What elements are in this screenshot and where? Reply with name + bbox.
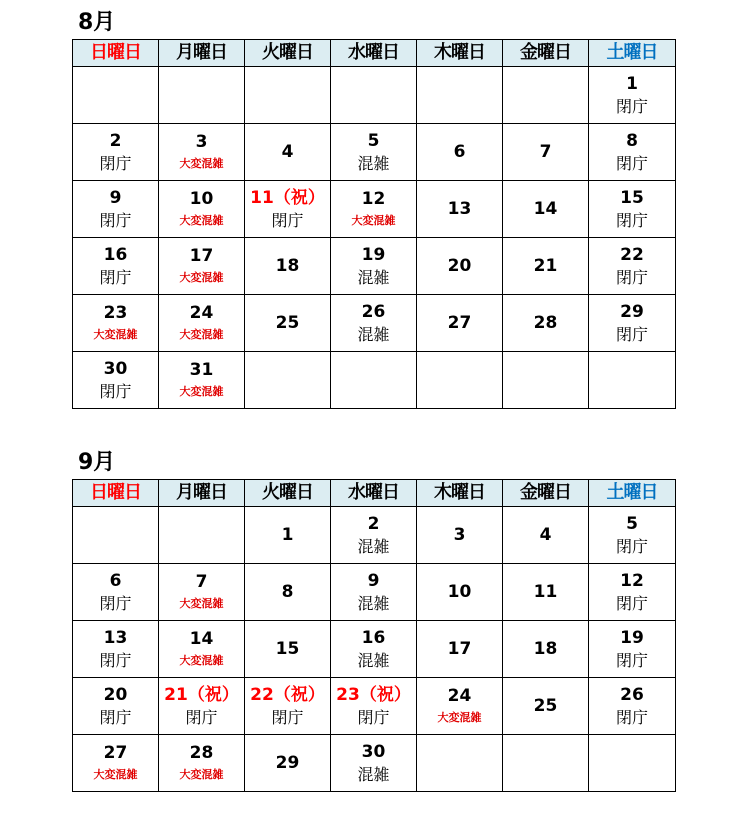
day-cell — [589, 181, 676, 238]
closed-label: 閉庁 — [99, 651, 132, 670]
calendar-table — [72, 479, 676, 792]
day-cell — [503, 238, 589, 295]
day-number: 24 — [447, 686, 472, 706]
busy-label: 混雑 — [357, 154, 390, 173]
day-cell — [245, 564, 331, 621]
day-cell — [503, 621, 589, 678]
day-number: 18 — [533, 639, 558, 659]
day-cell — [589, 295, 676, 352]
empty-day-cell — [73, 67, 159, 124]
empty-day-cell — [589, 352, 676, 409]
day-cell — [73, 507, 159, 564]
closed-label: 閉庁 — [271, 708, 304, 727]
busy-label: 混雑 — [357, 594, 390, 613]
day-cell — [245, 621, 331, 678]
day-cell — [503, 678, 589, 735]
closed-label: 閉庁 — [615, 537, 648, 556]
weekday-header-wednesday: 水曜日 — [331, 480, 417, 507]
day-cell — [331, 181, 417, 238]
day-cell — [331, 678, 417, 735]
day-cell — [245, 238, 331, 295]
weekday-header-friday: 金曜日 — [503, 40, 589, 67]
closed-label: 閉庁 — [615, 211, 648, 230]
day-cell — [73, 735, 159, 792]
day-cell — [159, 181, 245, 238]
day-number: 28 — [533, 313, 558, 333]
closed-label: 閉庁 — [615, 268, 648, 287]
empty-day-cell — [589, 735, 676, 792]
day-cell — [331, 238, 417, 295]
closed-label: 閉庁 — [615, 154, 648, 173]
day-number: 8 — [626, 131, 638, 151]
day-number: 8 — [281, 582, 294, 602]
day-number: 22（祝） — [250, 685, 325, 705]
empty-day-cell — [245, 352, 331, 409]
day-number: 5 — [367, 131, 380, 151]
day-number: 27 — [447, 313, 472, 333]
day-number: 17 — [447, 639, 472, 659]
week-row — [73, 352, 676, 409]
empty-day-cell — [417, 67, 503, 124]
day-number: 3 — [453, 525, 466, 545]
busy-label: 混雑 — [357, 325, 390, 344]
weekday-header-friday: 金曜日 — [503, 480, 589, 507]
weekday-header-wednesday: 水曜日 — [331, 40, 417, 67]
day-cell — [503, 124, 589, 181]
day-number: 3 — [195, 132, 208, 152]
weekday-header-thursday: 木曜日 — [417, 480, 503, 507]
weekday-header-thursday: 木曜日 — [417, 40, 503, 67]
busy-label: 混雑 — [357, 537, 390, 556]
closed-label: 閉庁 — [357, 708, 390, 727]
day-number: 21 — [533, 256, 558, 276]
day-number: 14 — [533, 199, 558, 219]
day-cell — [503, 507, 589, 564]
day-cell — [245, 678, 331, 735]
week-row — [73, 124, 676, 181]
day-cell — [73, 678, 159, 735]
day-number: 15 — [620, 188, 644, 208]
day-cell — [417, 124, 503, 181]
day-number: 16 — [361, 628, 386, 648]
day-cell — [159, 564, 245, 621]
day-number: 6 — [453, 142, 466, 162]
day-number: 6 — [109, 571, 122, 591]
empty-day-cell — [331, 67, 417, 124]
day-number: 24 — [189, 303, 214, 323]
day-number: 16 — [103, 245, 128, 265]
week-row — [73, 507, 676, 564]
day-number: 19 — [620, 628, 644, 648]
empty-day-cell — [159, 507, 245, 564]
day-cell — [417, 295, 503, 352]
closed-label: 閉庁 — [185, 708, 218, 727]
day-cell — [245, 181, 331, 238]
day-cell — [73, 295, 159, 352]
day-number: 10 — [189, 189, 214, 209]
day-cell — [331, 564, 417, 621]
day-cell — [417, 564, 503, 621]
day-cell — [417, 181, 503, 238]
very-busy-label: 大変混雑 — [351, 214, 396, 227]
day-cell — [331, 621, 417, 678]
weekday-header-sunday: 日曜日 — [73, 480, 159, 507]
day-number: 11 — [533, 582, 558, 602]
day-number: 31 — [189, 360, 214, 380]
day-cell — [73, 181, 159, 238]
day-cell — [417, 238, 503, 295]
empty-day-cell — [159, 67, 245, 124]
day-number: 23 — [103, 303, 128, 323]
week-row — [73, 678, 676, 735]
week-row — [73, 238, 676, 295]
month-title: 8月 — [78, 10, 116, 35]
closed-label: 閉庁 — [99, 154, 132, 173]
weekday-header-saturday: 土曜日 — [589, 480, 676, 507]
day-number: 14 — [189, 629, 214, 649]
day-cell — [245, 507, 331, 564]
day-cell — [589, 621, 676, 678]
day-cell — [417, 507, 503, 564]
day-cell — [589, 67, 676, 124]
calendar-august — [72, 10, 675, 410]
day-number: 26 — [620, 685, 644, 705]
very-busy-label: 大変混雑 — [179, 157, 224, 170]
day-cell — [503, 181, 589, 238]
day-number: 5 — [626, 514, 638, 534]
weekday-header-row — [73, 480, 676, 507]
very-busy-label: 大変混雑 — [179, 654, 224, 667]
day-number: 7 — [539, 142, 552, 162]
day-cell — [331, 124, 417, 181]
day-cell — [159, 352, 245, 409]
very-busy-label: 大変混雑 — [179, 328, 224, 341]
month-title: 9月 — [78, 450, 116, 475]
week-row — [73, 295, 676, 352]
day-number: 20 — [447, 256, 472, 276]
very-busy-label: 大変混雑 — [179, 768, 224, 781]
day-cell — [73, 352, 159, 409]
day-number: 18 — [275, 256, 300, 276]
day-cell — [245, 735, 331, 792]
day-cell — [159, 735, 245, 792]
day-number: 29 — [620, 302, 644, 322]
day-cell — [589, 507, 676, 564]
day-number: 25 — [275, 313, 300, 333]
day-cell — [73, 238, 159, 295]
day-number: 11（祝） — [250, 188, 325, 208]
week-row — [73, 735, 676, 792]
week-row — [73, 621, 676, 678]
very-busy-label: 大変混雑 — [179, 385, 224, 398]
day-cell — [589, 564, 676, 621]
day-cell — [73, 564, 159, 621]
busy-label: 混雑 — [357, 765, 390, 784]
day-cell — [159, 295, 245, 352]
day-number: 30 — [361, 742, 386, 762]
empty-day-cell — [417, 352, 503, 409]
day-number: 9 — [109, 188, 122, 208]
day-number: 13 — [447, 199, 472, 219]
calendar-table — [72, 39, 676, 409]
day-cell — [589, 124, 676, 181]
day-number: 27 — [103, 743, 128, 763]
day-cell — [159, 238, 245, 295]
closed-label: 閉庁 — [99, 594, 132, 613]
day-number: 15 — [275, 639, 300, 659]
closed-label: 閉庁 — [99, 211, 132, 230]
day-number: 23（祝） — [336, 685, 411, 705]
day-cell — [503, 564, 589, 621]
day-cell — [245, 124, 331, 181]
day-number: 13 — [103, 628, 128, 648]
day-number: 22 — [620, 245, 644, 265]
empty-day-cell — [417, 735, 503, 792]
day-cell — [159, 678, 245, 735]
week-row — [73, 564, 676, 621]
day-number: 29 — [275, 753, 300, 773]
day-cell — [589, 678, 676, 735]
day-number: 12 — [620, 571, 644, 591]
week-row — [73, 67, 676, 124]
day-cell — [589, 238, 676, 295]
day-number: 28 — [189, 743, 214, 763]
day-number: 17 — [189, 246, 214, 266]
day-number: 7 — [195, 572, 208, 592]
closed-label: 閉庁 — [615, 708, 648, 727]
weekday-header-tuesday: 火曜日 — [245, 40, 331, 67]
day-number: 26 — [361, 302, 386, 322]
empty-day-cell — [503, 67, 589, 124]
day-cell — [73, 621, 159, 678]
day-number: 10 — [447, 582, 472, 602]
weekday-header-saturday: 土曜日 — [589, 40, 676, 67]
day-number: 2 — [367, 514, 380, 534]
very-busy-label: 大変混雑 — [93, 328, 138, 341]
week-row — [73, 181, 676, 238]
weekday-header-monday: 月曜日 — [159, 480, 245, 507]
day-number: 21（祝） — [164, 685, 239, 705]
empty-day-cell — [503, 735, 589, 792]
day-cell — [503, 295, 589, 352]
day-number: 30 — [103, 359, 128, 379]
empty-day-cell — [503, 352, 589, 409]
busy-label: 混雑 — [357, 268, 390, 287]
day-cell — [159, 621, 245, 678]
closed-label: 閉庁 — [99, 268, 132, 287]
day-cell — [331, 507, 417, 564]
day-number: 4 — [539, 525, 552, 545]
day-number: 4 — [281, 142, 294, 162]
very-busy-label: 大変混雑 — [179, 597, 224, 610]
day-number: 20 — [103, 685, 128, 705]
closed-label: 閉庁 — [615, 325, 648, 344]
very-busy-label: 大変混雑 — [437, 711, 482, 724]
weekday-header-sunday: 日曜日 — [73, 40, 159, 67]
empty-day-cell — [245, 67, 331, 124]
day-number: 25 — [533, 696, 558, 716]
very-busy-label: 大変混雑 — [93, 768, 138, 781]
day-cell — [73, 124, 159, 181]
very-busy-label: 大変混雑 — [179, 214, 224, 227]
day-number: 19 — [361, 245, 386, 265]
day-cell — [159, 124, 245, 181]
busy-label: 混雑 — [357, 651, 390, 670]
closed-label: 閉庁 — [615, 594, 648, 613]
closed-label: 閉庁 — [615, 651, 648, 670]
very-busy-label: 大変混雑 — [179, 271, 224, 284]
day-number: 1 — [626, 74, 638, 94]
day-number: 12 — [361, 189, 386, 209]
day-number: 2 — [109, 131, 122, 151]
closed-label: 閉庁 — [99, 382, 132, 401]
day-number: 9 — [367, 571, 380, 591]
closed-label: 閉庁 — [271, 211, 304, 230]
weekday-header-tuesday: 火曜日 — [245, 480, 331, 507]
weekday-header-row — [73, 40, 676, 67]
day-number: 1 — [281, 525, 294, 545]
day-cell — [417, 621, 503, 678]
weekday-header-monday: 月曜日 — [159, 40, 245, 67]
closed-label: 閉庁 — [99, 708, 132, 727]
calendar-september — [72, 450, 675, 795]
day-cell — [245, 295, 331, 352]
closed-label: 閉庁 — [615, 97, 648, 116]
day-cell — [331, 295, 417, 352]
day-cell — [417, 678, 503, 735]
empty-day-cell — [331, 352, 417, 409]
day-cell — [331, 735, 417, 792]
